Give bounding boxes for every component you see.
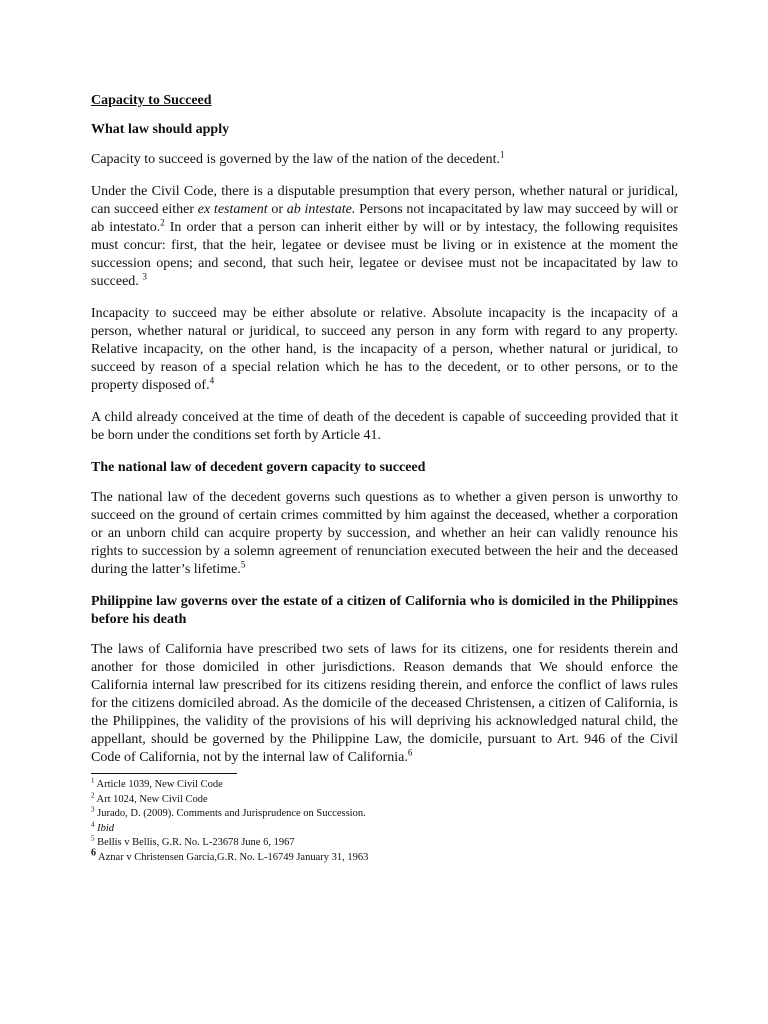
paragraph-capacity-governed	[91, 151, 678, 169]
paragraph-text: In order that a person can inherit either by will or by intestacy, the following requisites must concur: first, that the heir, legatee or devisee must be living or in existence at the moment the succession opens; and second, that such heir, legatee or devisee must not be incapacitated by law to succeed.	[91, 220, 678, 289]
footnote-text: Jurado, D. (2009). Comments and Jurisprudence on Succession.	[97, 808, 366, 819]
footnote-text: Art 1024, New Civil Code	[96, 793, 208, 805]
footnote-number: 5	[91, 834, 95, 843]
section-heading-philippine-law: Philippine law governs over the estate of a citizen of California who is domiciled in the Philippines before his death	[91, 594, 678, 627]
footnote-number: 3	[91, 805, 95, 814]
footnote-number: 2	[91, 791, 95, 799]
section-heading-national-law: The national law of decedent govern capacity to succeed	[91, 460, 426, 475]
paragraph-california-laws	[91, 641, 678, 767]
footnote-text: Aznar v Christensen Garcia,G.R. No. L-16749 January 31, 1963	[98, 851, 369, 863]
footnote-item	[91, 822, 678, 837]
footnotes	[91, 778, 678, 865]
footnote-ref: 4	[209, 375, 215, 386]
footnote-ref: 3	[142, 271, 147, 282]
footnote-item	[91, 807, 678, 822]
footnote-item	[91, 847, 678, 866]
footnote-number: 1	[91, 776, 95, 785]
footnote-text: Article 1039, New Civil Code	[96, 779, 223, 790]
paragraph-national-law	[91, 489, 678, 579]
footnote-text: Ibid	[97, 822, 115, 834]
paragraph-text: or	[267, 202, 287, 217]
footnote-ref: 6	[407, 747, 413, 758]
footnote-item	[91, 793, 678, 808]
footnote-ref: 2	[160, 217, 165, 228]
document-title: Capacity to Succeed	[91, 93, 212, 108]
paragraph-text: The laws of California have prescribed two sets of laws for its citizens, one for residents therein and another for those domiciled in other jurisdictions. Reason demands that We should enforce the California internal law prescribed for its citizens residing therein, and enforce the conflict of laws rules for the citizens domiciled abroad. As the domicile of the deceased Christensen, a citizen of California, is the Philippines, the validity of the provisions of his will depriving his acknowledged natural child, the appellant, should be governed by the Philippine Law, the domicile, pursuant to Art. 946 of the Civil Code of California, not by the internal law of California.	[91, 642, 678, 765]
footnote-text: Bellis v Bellis, G.R. No. L-23678 June 6, 1967	[97, 837, 295, 848]
paragraph-text: Incapacity to succeed may be either absolute or relative. Absolute incapacity is the incapacity of a person, whether natural or juridical, to succeed any person in any form with regard to any property. Relative incapacity, on the other hand, is the incapacity of a person, whether natural or juridical, to succeed by reason of a special relation which he has to the decedent, or to other persons, or to the property disposed of.	[91, 306, 678, 393]
footnote-ref: 1	[499, 149, 505, 160]
paragraph-text: A child already conceived at the time of death of the decedent is capable of succeeding provided that it be born under the conditions set forth by Article 41.	[91, 410, 678, 443]
paragraph-child-conceived	[91, 409, 678, 445]
paragraph-text: The national law of the decedent governs such questions as to whether a given person is unworthy to succeed on the ground of certain crimes committed by him against the deceased, whether a corporation or an unborn child can acquire property by succession, and whether an heir can validly renounce his rights to succession by a solemn agreement of renunciation executed between the heir and the deceased during the latter’s lifetime.	[91, 490, 678, 577]
paragraph-text: Under the Civil Code, there is a disputable presumption that every person, whether natural or juridical, can succeed either	[91, 184, 678, 217]
footnote-item	[91, 778, 678, 793]
paragraph-incapacity	[91, 305, 678, 395]
italic-term: ex testament	[197, 202, 268, 217]
paragraph-text: Capacity to succeed is governed by the law of the nation of the decedent.	[91, 152, 500, 167]
paragraph-text: Persons not incapacitated by law may succeed by will or ab intestato.	[91, 202, 678, 235]
document-page	[91, 92, 678, 865]
footnote-item	[91, 836, 678, 851]
paragraph-civil-code-presumption	[91, 183, 678, 291]
footnote-number: 6	[91, 847, 96, 858]
footnote-ref: 5	[240, 559, 246, 570]
italic-term: ab intestate.	[286, 202, 356, 217]
footnote-number: 4	[91, 820, 95, 828]
section-heading-what-law: What law should apply	[91, 122, 230, 137]
footnote-separator	[91, 773, 237, 774]
